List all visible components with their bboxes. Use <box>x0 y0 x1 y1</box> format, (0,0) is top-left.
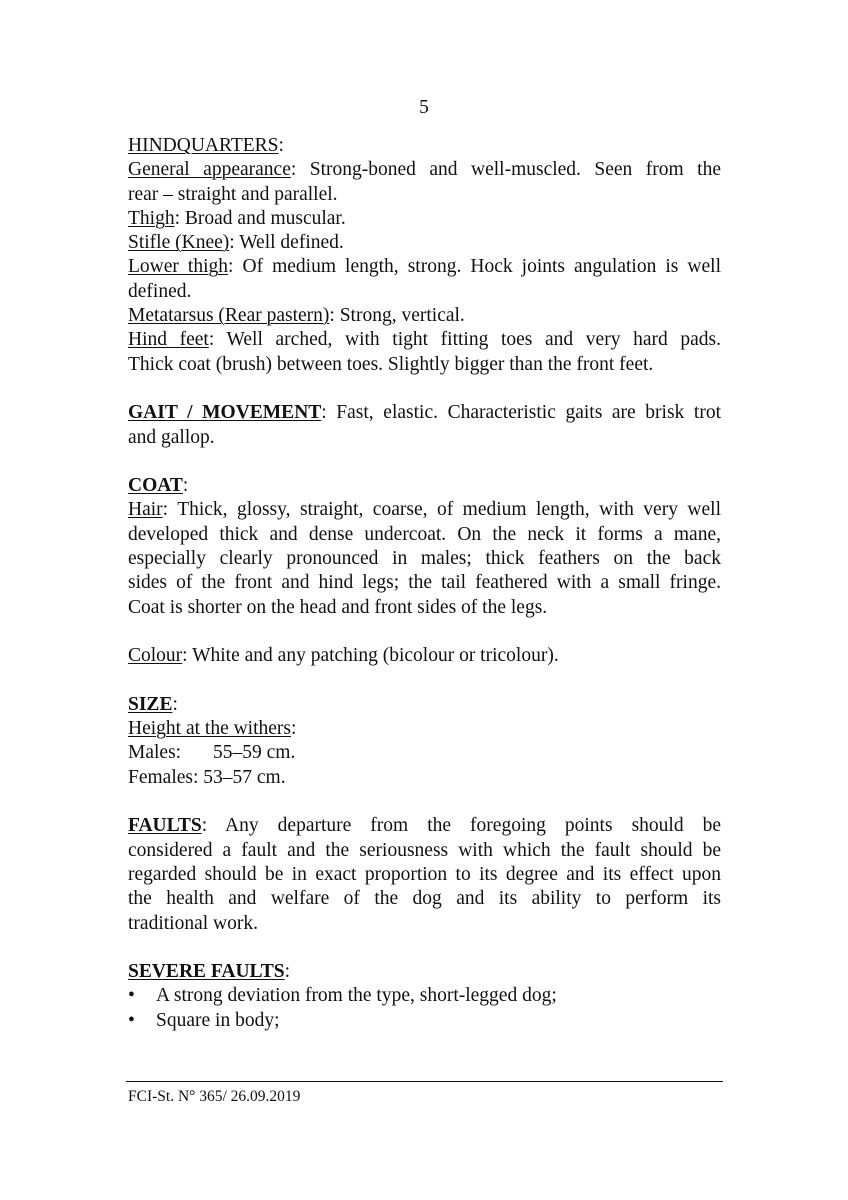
coat-heading-line: COAT: <box>128 475 189 497</box>
spacer <box>128 377 721 401</box>
spacer <box>128 790 721 814</box>
faults-text-3: regarded should be in exact proportion to its degree and its effect upon <box>128 863 721 885</box>
hind-feet-label: Hind feet <box>128 329 209 351</box>
females-line: Females: 53–57 cm. <box>128 766 286 788</box>
thigh-line <box>128 207 721 231</box>
gait-text-1: : Fast, elastic. Characteristic gaits are brisk trot <box>321 402 721 424</box>
faults-line-1 <box>128 814 721 838</box>
hindquarters-heading-line: HINDQUARTERS: <box>128 135 284 156</box>
males-value: 55–59 cm. <box>213 742 296 764</box>
hindquarters-heading: HINDQUARTERS <box>128 135 279 156</box>
section-gait <box>128 401 721 450</box>
hair-line-1 <box>128 498 721 522</box>
coat-heading: COAT <box>128 475 183 497</box>
hair-text-1: : Thick, glossy, straight, coarse, of medium length, with very well <box>162 499 721 521</box>
height-withers-line: Height at the withers: <box>128 718 297 740</box>
hind-feet-line-1 <box>128 328 721 352</box>
hind-feet-text-2: Thick coat (brush) between toes. Slightly bigger than the front feet. <box>128 353 654 375</box>
spacer <box>128 450 721 474</box>
metatarsus-label: Metatarsus (Rear pastern) <box>128 305 330 327</box>
lower-thigh-text-2: defined. <box>128 280 192 302</box>
general-appearance-text-1: : Strong-boned and well-muscled. Seen from the <box>290 159 721 181</box>
page-number: 5 <box>419 97 429 118</box>
metatarsus-text: : Strong, vertical. <box>329 305 465 327</box>
size-heading: SIZE <box>128 693 173 715</box>
general-appearance-line-1 <box>128 158 721 182</box>
stifle-line <box>128 231 721 255</box>
section-size <box>128 693 721 790</box>
section-severe-faults <box>128 960 721 1033</box>
list-item-text: Square in body; <box>156 1009 280 1031</box>
faults-text-4: the health and welfare of the dog and its ability to perform its <box>128 888 721 910</box>
footer-divider <box>126 1081 723 1082</box>
males-line <box>128 741 721 765</box>
colour-line <box>128 644 721 668</box>
spacer <box>128 669 721 693</box>
metatarsus-line <box>128 304 721 328</box>
colour-text: : White and any patching (bicolour or tricolour). <box>182 645 559 667</box>
lower-thigh-label: Lower thigh <box>128 256 229 278</box>
hind-feet-text-1: : Well arched, with tight fitting toes and very hard pads. <box>208 329 721 351</box>
severe-faults-list <box>128 984 721 1033</box>
gait-line-1 <box>128 401 721 425</box>
spacer <box>128 936 721 960</box>
gait-heading: GAIT / MOVEMENT <box>128 402 322 424</box>
severe-faults-heading-line: SEVERE FAULTS: <box>128 961 291 983</box>
footer-reference: FCI-St. N° 365/ 26.09.2019 <box>128 1088 301 1105</box>
gait-text-2: and gallop. <box>128 426 215 448</box>
document-body <box>128 134 721 1033</box>
hair-text-4: sides of the front and hind legs; the tail feathered with a small fringe. <box>128 572 721 594</box>
list-item <box>128 984 721 1008</box>
hair-label: Hair <box>128 499 163 521</box>
hair-text-3: especially clearly pronounced in males; thick feathers on the back <box>128 548 721 570</box>
faults-text-1: : Any departure from the foregoing points should be <box>201 815 721 837</box>
thigh-label: Thigh <box>128 207 175 229</box>
stifle-label: Stifle (Knee) <box>128 232 230 254</box>
list-item <box>128 1009 721 1033</box>
bullet-icon: • <box>128 985 135 1007</box>
faults-text-5: traditional work. <box>128 912 258 934</box>
list-item-text: A strong deviation from the type, short-legged dog; <box>156 985 557 1007</box>
bullet-icon: • <box>128 1009 135 1031</box>
colour-label: Colour <box>128 645 183 667</box>
stifle-text: : Well defined. <box>229 232 344 254</box>
general-appearance-label: General appearance <box>128 159 291 181</box>
lower-thigh-text-1: : Of medium length, strong. Hock joints angulation is well <box>228 256 721 278</box>
spacer <box>128 620 721 644</box>
thigh-text: : Broad and muscular. <box>174 207 346 229</box>
section-hindquarters <box>128 134 721 377</box>
faults-heading: FAULTS <box>128 815 202 837</box>
faults-text-2: considered a fault and the seriousness with which the fault should be <box>128 839 721 861</box>
general-appearance-text-2: rear – straight and parallel. <box>128 183 338 205</box>
severe-faults-heading: SEVERE FAULTS <box>128 961 285 983</box>
size-heading-line: SIZE: <box>128 693 178 715</box>
section-faults <box>128 814 721 935</box>
males-label: Males: <box>128 742 182 764</box>
hair-text-2: developed thick and dense undercoat. On the neck it forms a mane, <box>128 523 721 545</box>
hair-text-5: Coat is shorter on the head and front sides of the legs. <box>128 596 548 618</box>
section-coat <box>128 474 721 668</box>
lower-thigh-line-1 <box>128 255 721 279</box>
height-withers-label: Height at the withers <box>128 718 291 740</box>
